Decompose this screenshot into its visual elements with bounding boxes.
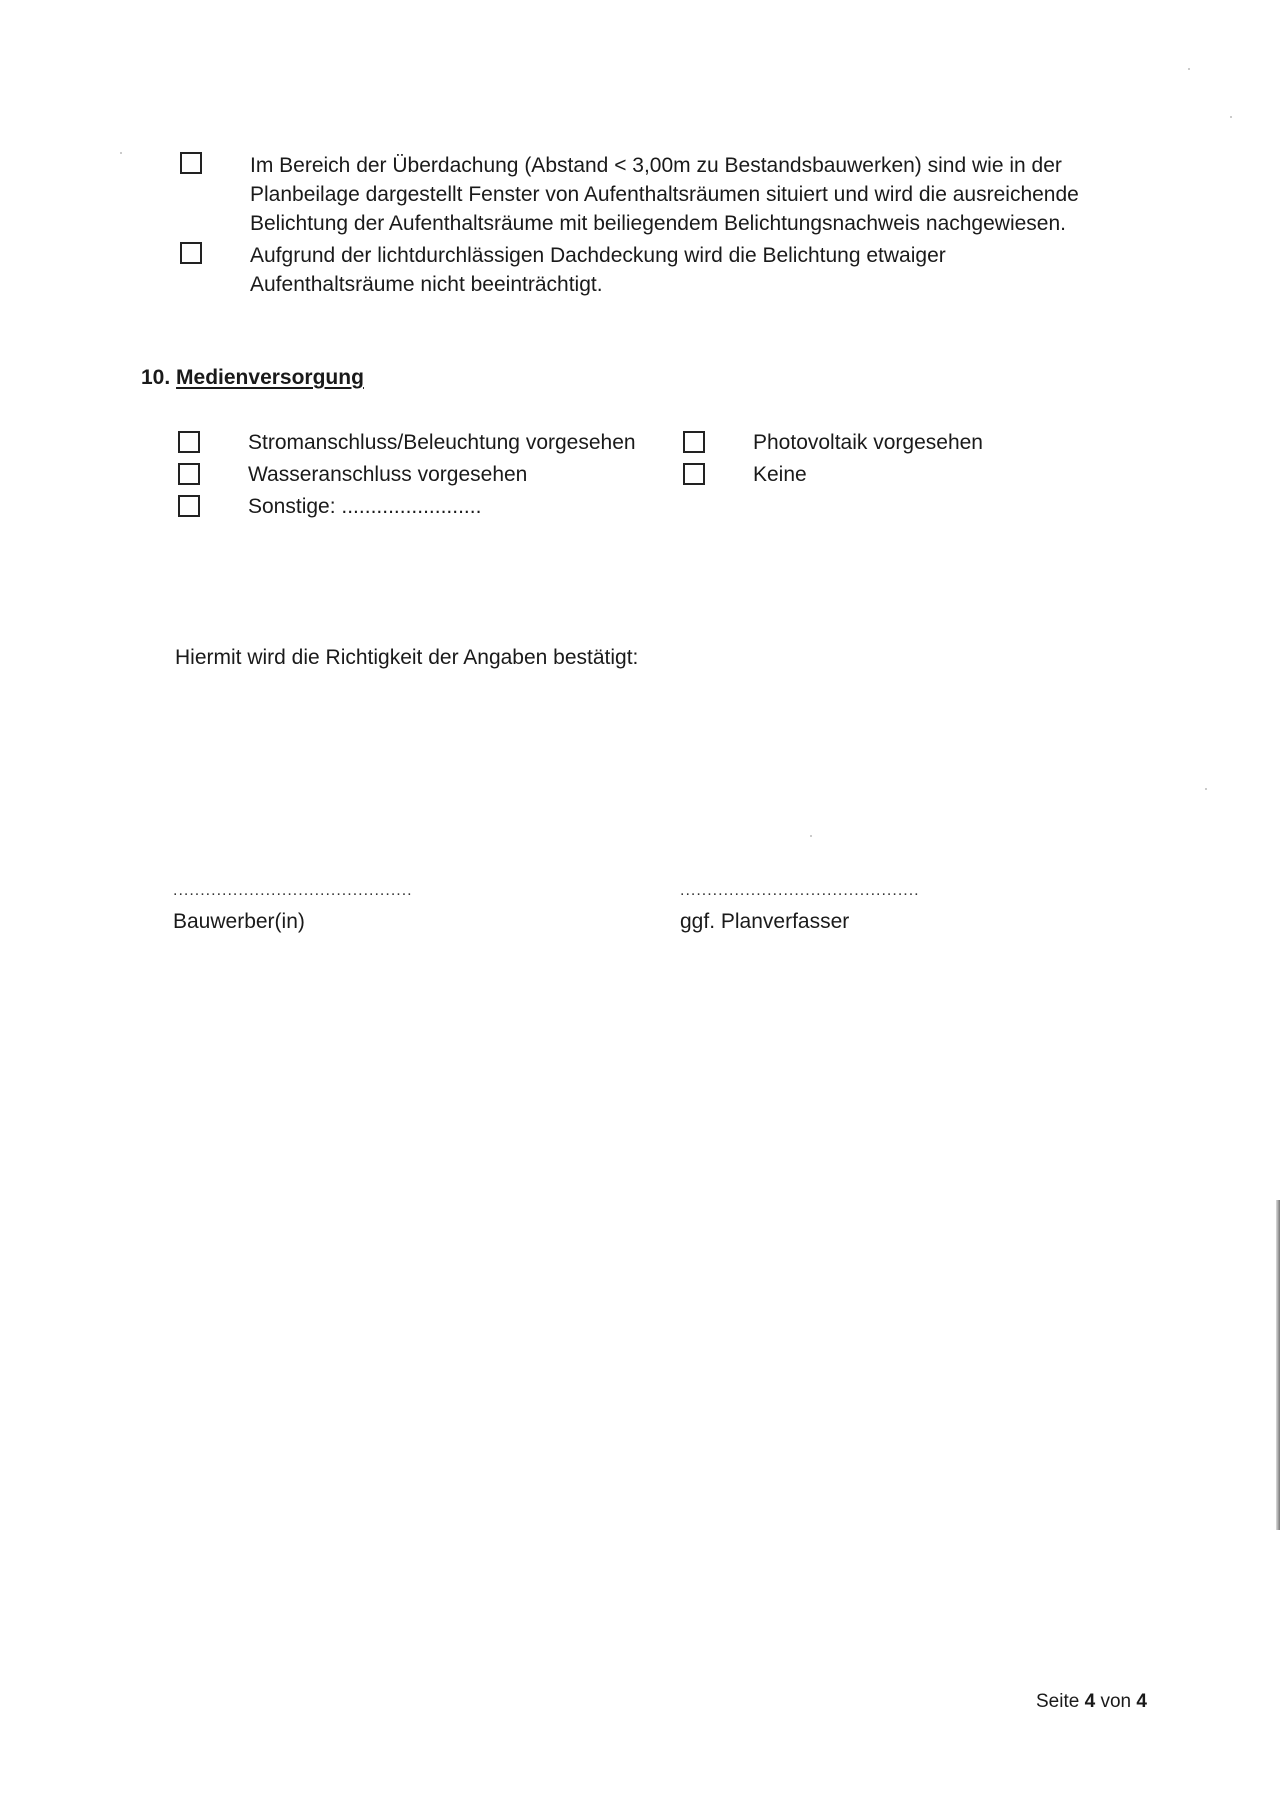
scan-speck — [120, 152, 122, 154]
section-10-heading — [141, 366, 364, 390]
scan-speck — [810, 835, 812, 837]
water-connection-checkbox[interactable] — [178, 463, 200, 485]
planner-signature-line: ............................................ — [680, 882, 920, 899]
scan-speck — [1230, 116, 1232, 118]
option-translucent-roof-line-2: Aufenthaltsräume nicht beeinträchtigt. — [250, 273, 603, 296]
scan-speck — [1205, 788, 1207, 790]
option-lighting-windows-line-1: Im Bereich der Überdachung (Abstand < 3,00m zu Bestandsbauwerken) sind wie in der — [250, 154, 1062, 177]
none-checkbox[interactable] — [683, 463, 705, 485]
page-middle: von — [1100, 1691, 1132, 1712]
page-current: 4 — [1084, 1691, 1096, 1712]
option-translucent-roof-text — [250, 241, 946, 299]
scan-edge-shadow — [1276, 1200, 1280, 1530]
section-10-number: 10. — [141, 366, 171, 389]
option-translucent-roof-checbox[interactable] — [180, 242, 202, 264]
section-10-title: Medienversorgung — [176, 366, 364, 389]
page-number — [1036, 1690, 1147, 1714]
scan-speck — [1188, 68, 1190, 70]
confirmation-text: Hiermit wird die Richtigkeit der Angaben bestätigt: — [175, 646, 639, 669]
option-lighting-windows-line-3: Belichtung der Aufenthaltsräume mit beiliegendem Belichtungsnachweis nachgewiesen. — [250, 212, 1066, 235]
other-label: Sonstige: ........................ — [248, 495, 482, 518]
photovoltaic-checkbox[interactable] — [683, 431, 705, 453]
water-connection-label: Wasseranschluss vorgesehen — [248, 463, 528, 486]
option-lighting-windows-checkbox[interactable] — [180, 152, 202, 174]
power-lighting-label: Stromanschluss/Beleuchtung vorgesehen — [248, 431, 636, 454]
none-label: Keine — [753, 463, 807, 486]
applicant-signature-line: ............................................ — [173, 882, 413, 899]
photovoltaic-label: Photovoltaik vorgesehen — [753, 431, 983, 454]
page-total: 4 — [1136, 1691, 1147, 1712]
option-lighting-windows-text — [250, 151, 1079, 238]
planner-label: ggf. Planverfasser — [680, 910, 850, 933]
other-checkbox[interactable] — [178, 495, 200, 517]
power-lighting-checkbox[interactable] — [178, 431, 200, 453]
option-lighting-windows-line-2: Planbeilage dargestellt Fenster von Aufenthaltsräumen situiert und wird die ausreichende — [250, 183, 1079, 206]
option-translucent-roof-line-1: Aufgrund der lichtdurchlässigen Dachdeckung wird die Belichtung etwaiger — [250, 244, 946, 267]
applicant-label: Bauwerber(in) — [173, 910, 305, 933]
page-prefix: Seite — [1036, 1691, 1080, 1712]
